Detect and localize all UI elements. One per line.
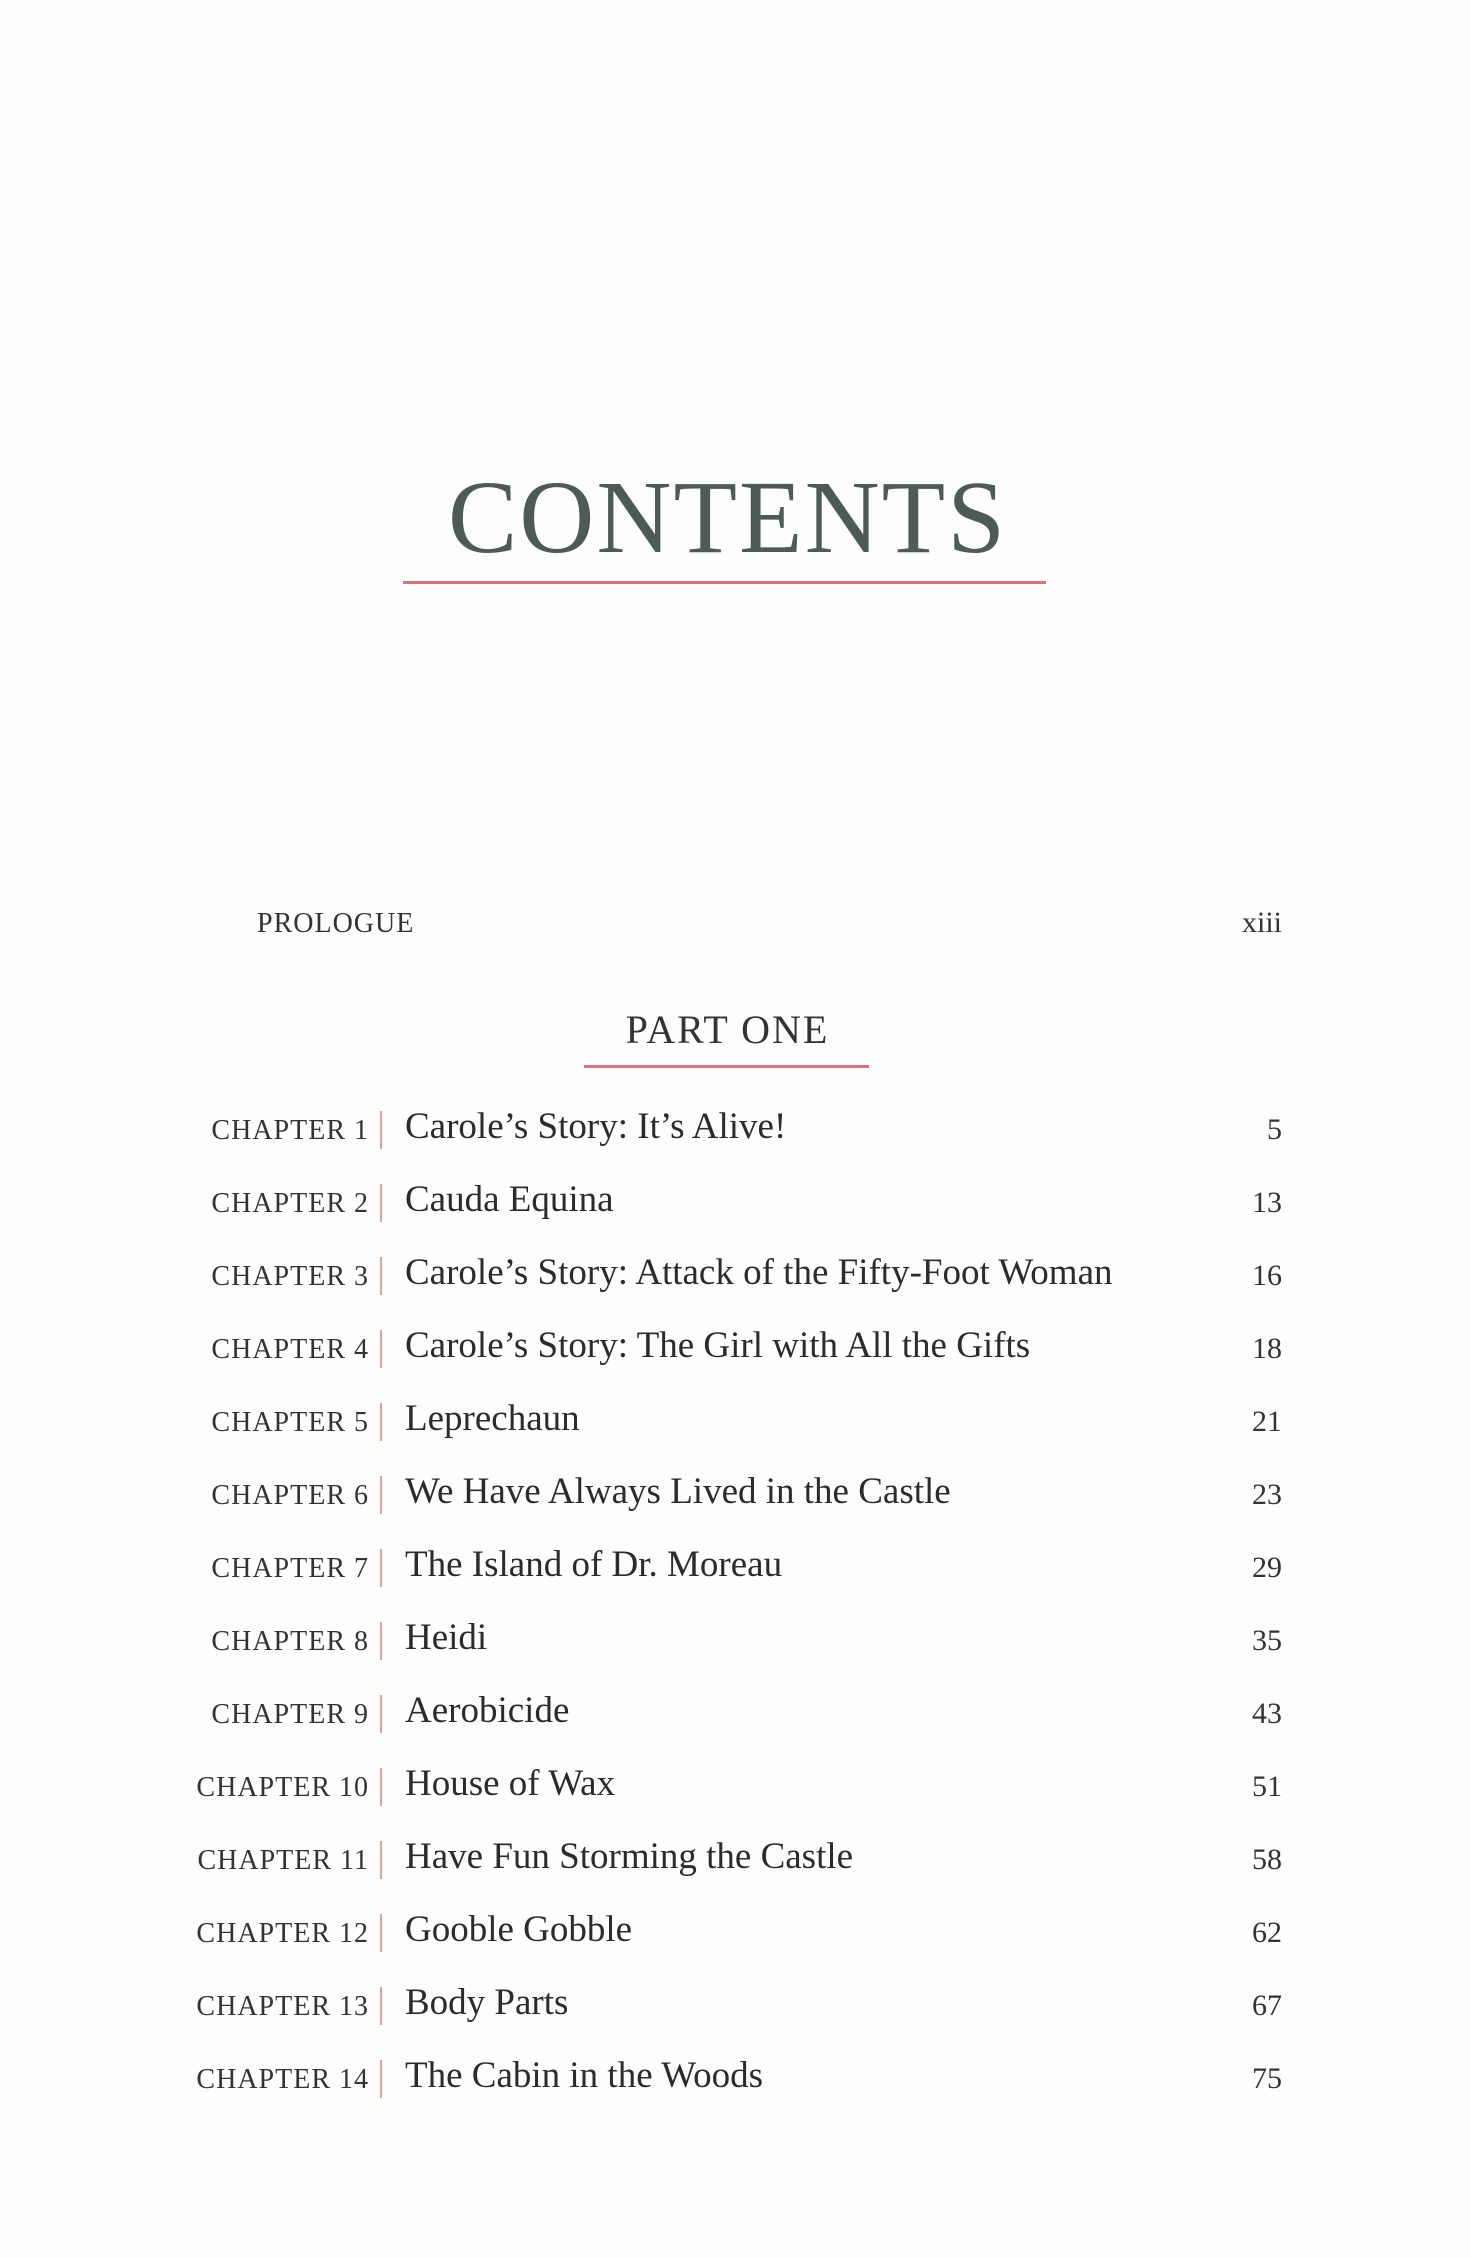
toc-entry — [0, 1612, 1470, 1672]
chapter-label: CHAPTER 2 — [211, 1188, 369, 1219]
separator-bar — [380, 1622, 382, 1660]
toc-entry — [0, 1831, 1470, 1891]
chapter-title: We Have Always Lived in the Castle — [405, 1471, 951, 1512]
chapter-label: CHAPTER 5 — [211, 1407, 369, 1438]
part-heading: PART ONE — [625, 1007, 830, 1052]
page-number: 29 — [1252, 1551, 1282, 1584]
chapter-title: The Cabin in the Woods — [405, 2055, 764, 2096]
toc-entry — [0, 1758, 1470, 1818]
title-underline — [403, 581, 1046, 584]
page-number: 43 — [1252, 1697, 1282, 1730]
separator-bar — [380, 2060, 382, 2098]
page-number: 75 — [1252, 2062, 1282, 2095]
chapter-label: CHAPTER 6 — [211, 1480, 369, 1511]
chapter-label: CHAPTER 9 — [211, 1699, 369, 1730]
separator-bar — [380, 1841, 382, 1879]
separator-bar — [380, 1257, 382, 1295]
toc-entry — [0, 2050, 1470, 2110]
chapter-label: CHAPTER 12 — [196, 1918, 369, 1949]
separator-bar — [380, 1987, 382, 2025]
separator-bar — [380, 1549, 382, 1587]
page-number: 16 — [1252, 1259, 1282, 1292]
separator-bar — [380, 1695, 382, 1733]
toc-entry — [0, 1320, 1470, 1380]
chapter-title: Body Parts — [405, 1982, 569, 2023]
page-number: 51 — [1252, 1770, 1282, 1803]
page-number: 62 — [1252, 1916, 1282, 1949]
page-number: 23 — [1252, 1478, 1282, 1511]
page-number: 35 — [1252, 1624, 1282, 1657]
toc-entry — [0, 1685, 1470, 1745]
page-number: 21 — [1252, 1405, 1282, 1438]
chapter-label: CHAPTER 7 — [211, 1553, 369, 1584]
chapter-title: Gooble Gobble — [405, 1909, 633, 1950]
chapter-title: Carole’s Story: It’s Alive! — [405, 1106, 787, 1147]
toc-entry — [0, 1539, 1470, 1599]
chapter-title: The Island of Dr. Moreau — [405, 1544, 783, 1585]
chapter-title: Cauda Equina — [405, 1179, 614, 1220]
page-number: 18 — [1252, 1332, 1282, 1365]
chapter-label: CHAPTER 10 — [196, 1772, 369, 1803]
page-number: 67 — [1252, 1989, 1282, 2022]
toc-entry — [0, 1174, 1470, 1234]
separator-bar — [380, 1403, 382, 1441]
page-title: CONTENTS — [447, 460, 1008, 575]
separator-bar — [380, 1111, 382, 1149]
chapter-title: Heidi — [405, 1617, 488, 1658]
prologue-label: PROLOGUE — [257, 908, 415, 939]
separator-bar — [380, 1184, 382, 1222]
toc-entry — [0, 1466, 1470, 1526]
page-number: 58 — [1252, 1843, 1282, 1876]
toc-entry — [0, 1101, 1470, 1161]
separator-bar — [380, 1330, 382, 1368]
chapter-title: Carole’s Story: Attack of the Fifty-Foot Woman — [405, 1252, 1113, 1293]
chapter-label: CHAPTER 14 — [196, 2064, 369, 2095]
chapter-label: CHAPTER 1 — [211, 1115, 369, 1146]
chapter-label: CHAPTER 4 — [211, 1334, 369, 1365]
page-number: 5 — [1267, 1113, 1282, 1146]
chapter-title: Have Fun Storming the Castle — [405, 1836, 854, 1877]
chapter-title: House of Wax — [405, 1763, 616, 1804]
chapter-label: CHAPTER 8 — [211, 1626, 369, 1657]
separator-bar — [380, 1476, 382, 1514]
chapter-title: Carole’s Story: The Girl with All the Gifts — [405, 1325, 1031, 1366]
chapter-title: Aerobicide — [405, 1690, 570, 1731]
page-number: 13 — [1252, 1186, 1282, 1219]
separator-bar — [380, 1768, 382, 1806]
toc-entry — [0, 1904, 1470, 1964]
separator-bar — [380, 1914, 382, 1952]
prologue-page: xiii — [1241, 906, 1282, 939]
toc-entry — [0, 1977, 1470, 2037]
part-underline — [584, 1065, 869, 1068]
chapter-label: CHAPTER 11 — [197, 1845, 369, 1876]
chapter-label: CHAPTER 3 — [211, 1261, 369, 1292]
chapter-title: Leprechaun — [405, 1398, 580, 1439]
chapter-label: CHAPTER 13 — [196, 1991, 369, 2022]
toc-entry — [0, 1393, 1470, 1453]
toc-entry — [0, 1247, 1470, 1307]
